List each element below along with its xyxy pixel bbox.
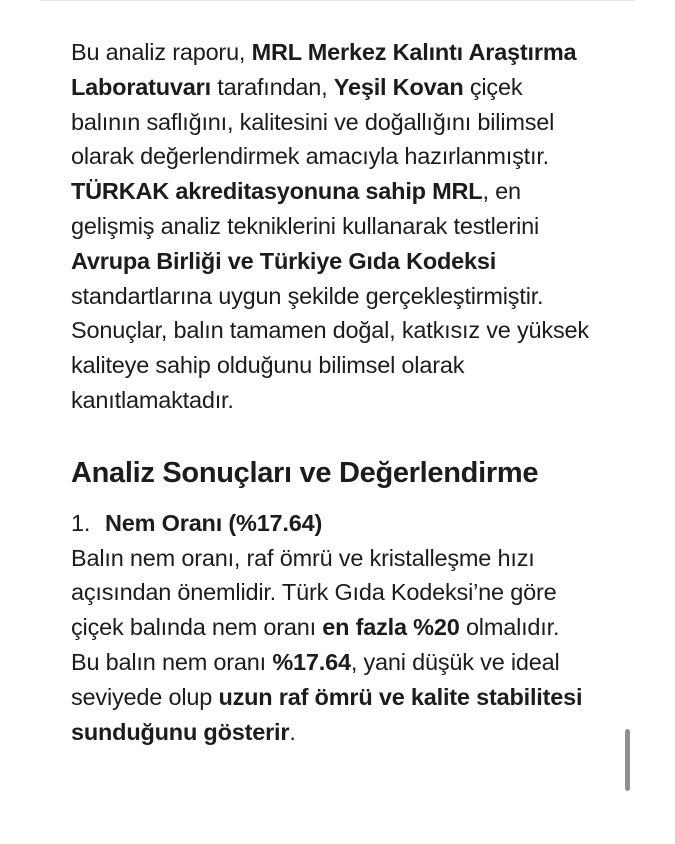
intro-text: standartlarına uygun şekilde gerçekleştirmiştir. Sonuçlar, balın tamamen doğal, katkısız ve yüksek kaliteye sahip olduğunu bilimsel olarak kanıtlamaktadır. [71,282,589,413]
item-text: . [289,718,296,745]
intro-text: , en gelişmiş analiz tekniklerini kullanarak testlerini [71,178,540,239]
list-item [71,506,591,750]
intro-text: Bu analiz raporu, [71,39,252,65]
lab-name: MRL Merkez Kalıntı Araştırma Laboratuvarı [71,39,577,100]
section-heading: Analiz Sonuçları ve Değerlendirme [71,456,539,489]
item-text: Balın nem oranı, raf ömrü ve kristalleşme hızı açısından önemlidir. Türk Gıda Kodeksi’ne göre çiçek balında nem oranı [71,544,557,641]
standards-text: Avrupa Birliği ve Türkiye Gıda Kodeksi [71,247,497,274]
item-text: , yani düşük ve ideal seviyede olup [71,648,560,710]
item-emphasis: en fazla %20 [322,614,460,641]
report-content [71,35,591,749]
accreditation-text: TÜRKAK akreditasyonuna sahip MRL [71,178,483,205]
item-text: olmalıdır. Bu balın nem oranı [71,614,560,675]
item-title: Nem Oranı (%17.64) [105,509,323,536]
item-emphasis: %17.64 [272,648,351,675]
item-emphasis: uzun raf ömrü ve kalite stabilitesi sunduğunu gösterir [71,683,583,745]
intro-paragraph [71,35,591,418]
top-divider [40,0,635,1]
intro-text: çiçek balının saflığını, kalitesini ve doğallığını bilimsel olarak değerlendirmek amacıyla hazırlanmıştır. [71,73,555,170]
brand-name: Yeşil Kovan [333,73,464,100]
scroll-indicator[interactable] [625,729,630,791]
intro-text: tarafından, [210,73,334,100]
item-body [71,541,591,750]
item-number: 1. [71,509,91,536]
item-title-line [71,506,591,541]
